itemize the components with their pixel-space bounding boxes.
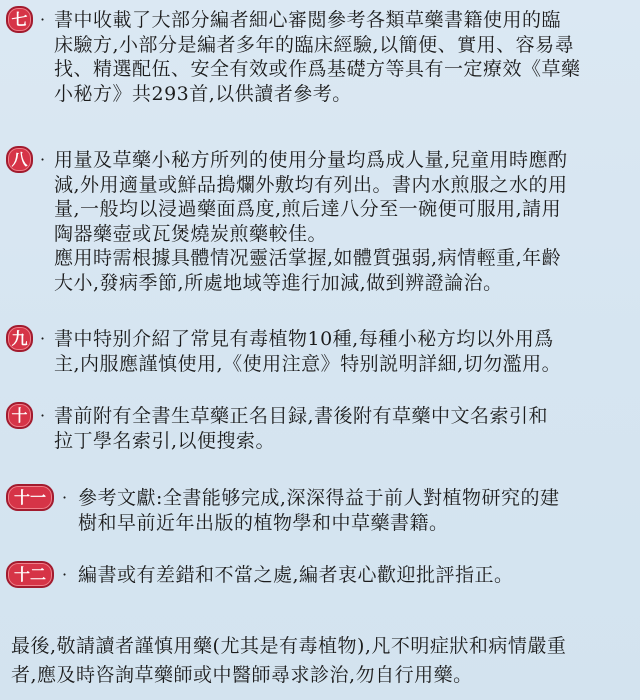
number-badge-11: 十一 (6, 484, 54, 511)
closing-line-1: 最後,敬請讀者謹慎用藥(尤其是有毒植物),凡不明症狀和病情嚴重 (11, 635, 567, 657)
list-item-7 (6, 6, 634, 116)
number-badge-8: 八 (6, 146, 33, 173)
item-12-line-1: 編書或有差錯和不當之處,編者衷心歡迎批評指正。 (78, 564, 514, 586)
list-item-12 (6, 561, 634, 593)
bullet-dot: · (62, 565, 68, 584)
item-8-line-3: 量,一般均以浸過藥面爲度,煎后達八分至一碗便可服用,請用 (54, 198, 562, 220)
item-8-line-2: 減,外用適量或鮮品搗爛外敷均有列出。書内水煎服之水的用 (54, 173, 568, 196)
list-item-8 (6, 146, 634, 306)
closing-paragraph (11, 632, 631, 690)
bullet-dot: · (40, 329, 46, 348)
number-badge-7: 七 (6, 6, 33, 33)
bullet-dot: · (40, 150, 46, 169)
item-11-line-2: 樹和早前近年出版的植物學和中草藥書籍。 (78, 511, 449, 534)
item-7-line-1: 書中收載了大部分編者細心審閲參考各類草藥書籍使用的臨 (54, 9, 562, 31)
number-badge-12: 十二 (6, 561, 54, 588)
item-7-line-3: 找、精選配伍、安全有效或作爲基礎方等具有一定療效《草藥 (54, 58, 581, 80)
number-badge-9: 九 (6, 325, 33, 352)
bullet-dot: · (62, 488, 68, 507)
item-7-line-2: 床驗方,小部分是編者多年的臨床經驗,以簡便、實用、容易尋 (54, 33, 575, 56)
item-8-line-6: 大小,發病季節,所處地域等進行加減,做到辨證論治。 (54, 271, 503, 294)
item-8-line-1: 用量及草藥小秘方所列的使用分量均爲成人量,兒童用時應酌 (54, 149, 568, 171)
list-item-11 (6, 484, 634, 540)
list-item-9 (6, 325, 634, 381)
item-8-line-5: 應用時需根據具體情况靈活掌握,如體質强弱,病情輕重,年齡 (54, 247, 562, 269)
bullet-dot: · (40, 406, 46, 425)
item-9-line-2: 主,内服應謹慎使用,《使用注意》特别説明詳細,切勿濫用。 (54, 352, 562, 375)
number-badge-10: 十 (6, 402, 33, 429)
item-10-line-1: 書前附有全書生草藥正名目録,書後附有草藥中文名索引和 (54, 405, 549, 427)
bullet-dot: · (40, 10, 46, 29)
item-9-line-1: 書中特别介紹了常見有毒植物10種,每種小秘方均以外用爲 (54, 328, 554, 350)
item-10-line-2: 拉丁學名索引,以便搜索。 (54, 429, 276, 452)
closing-line-2: 者,應及時咨詢草藥師或中醫師尋求診治,勿自行用藥。 (11, 664, 473, 686)
item-7-line-4: 小秘方》共293首,以供讀者參考。 (54, 82, 352, 105)
item-8-line-4: 陶器藥壺或瓦煲燒炭煎藥較佳。 (54, 222, 328, 245)
item-11-line-1: 參考文獻:全書能够完成,深深得益于前人對植物研究的建 (78, 487, 560, 509)
list-item-10 (6, 402, 634, 458)
